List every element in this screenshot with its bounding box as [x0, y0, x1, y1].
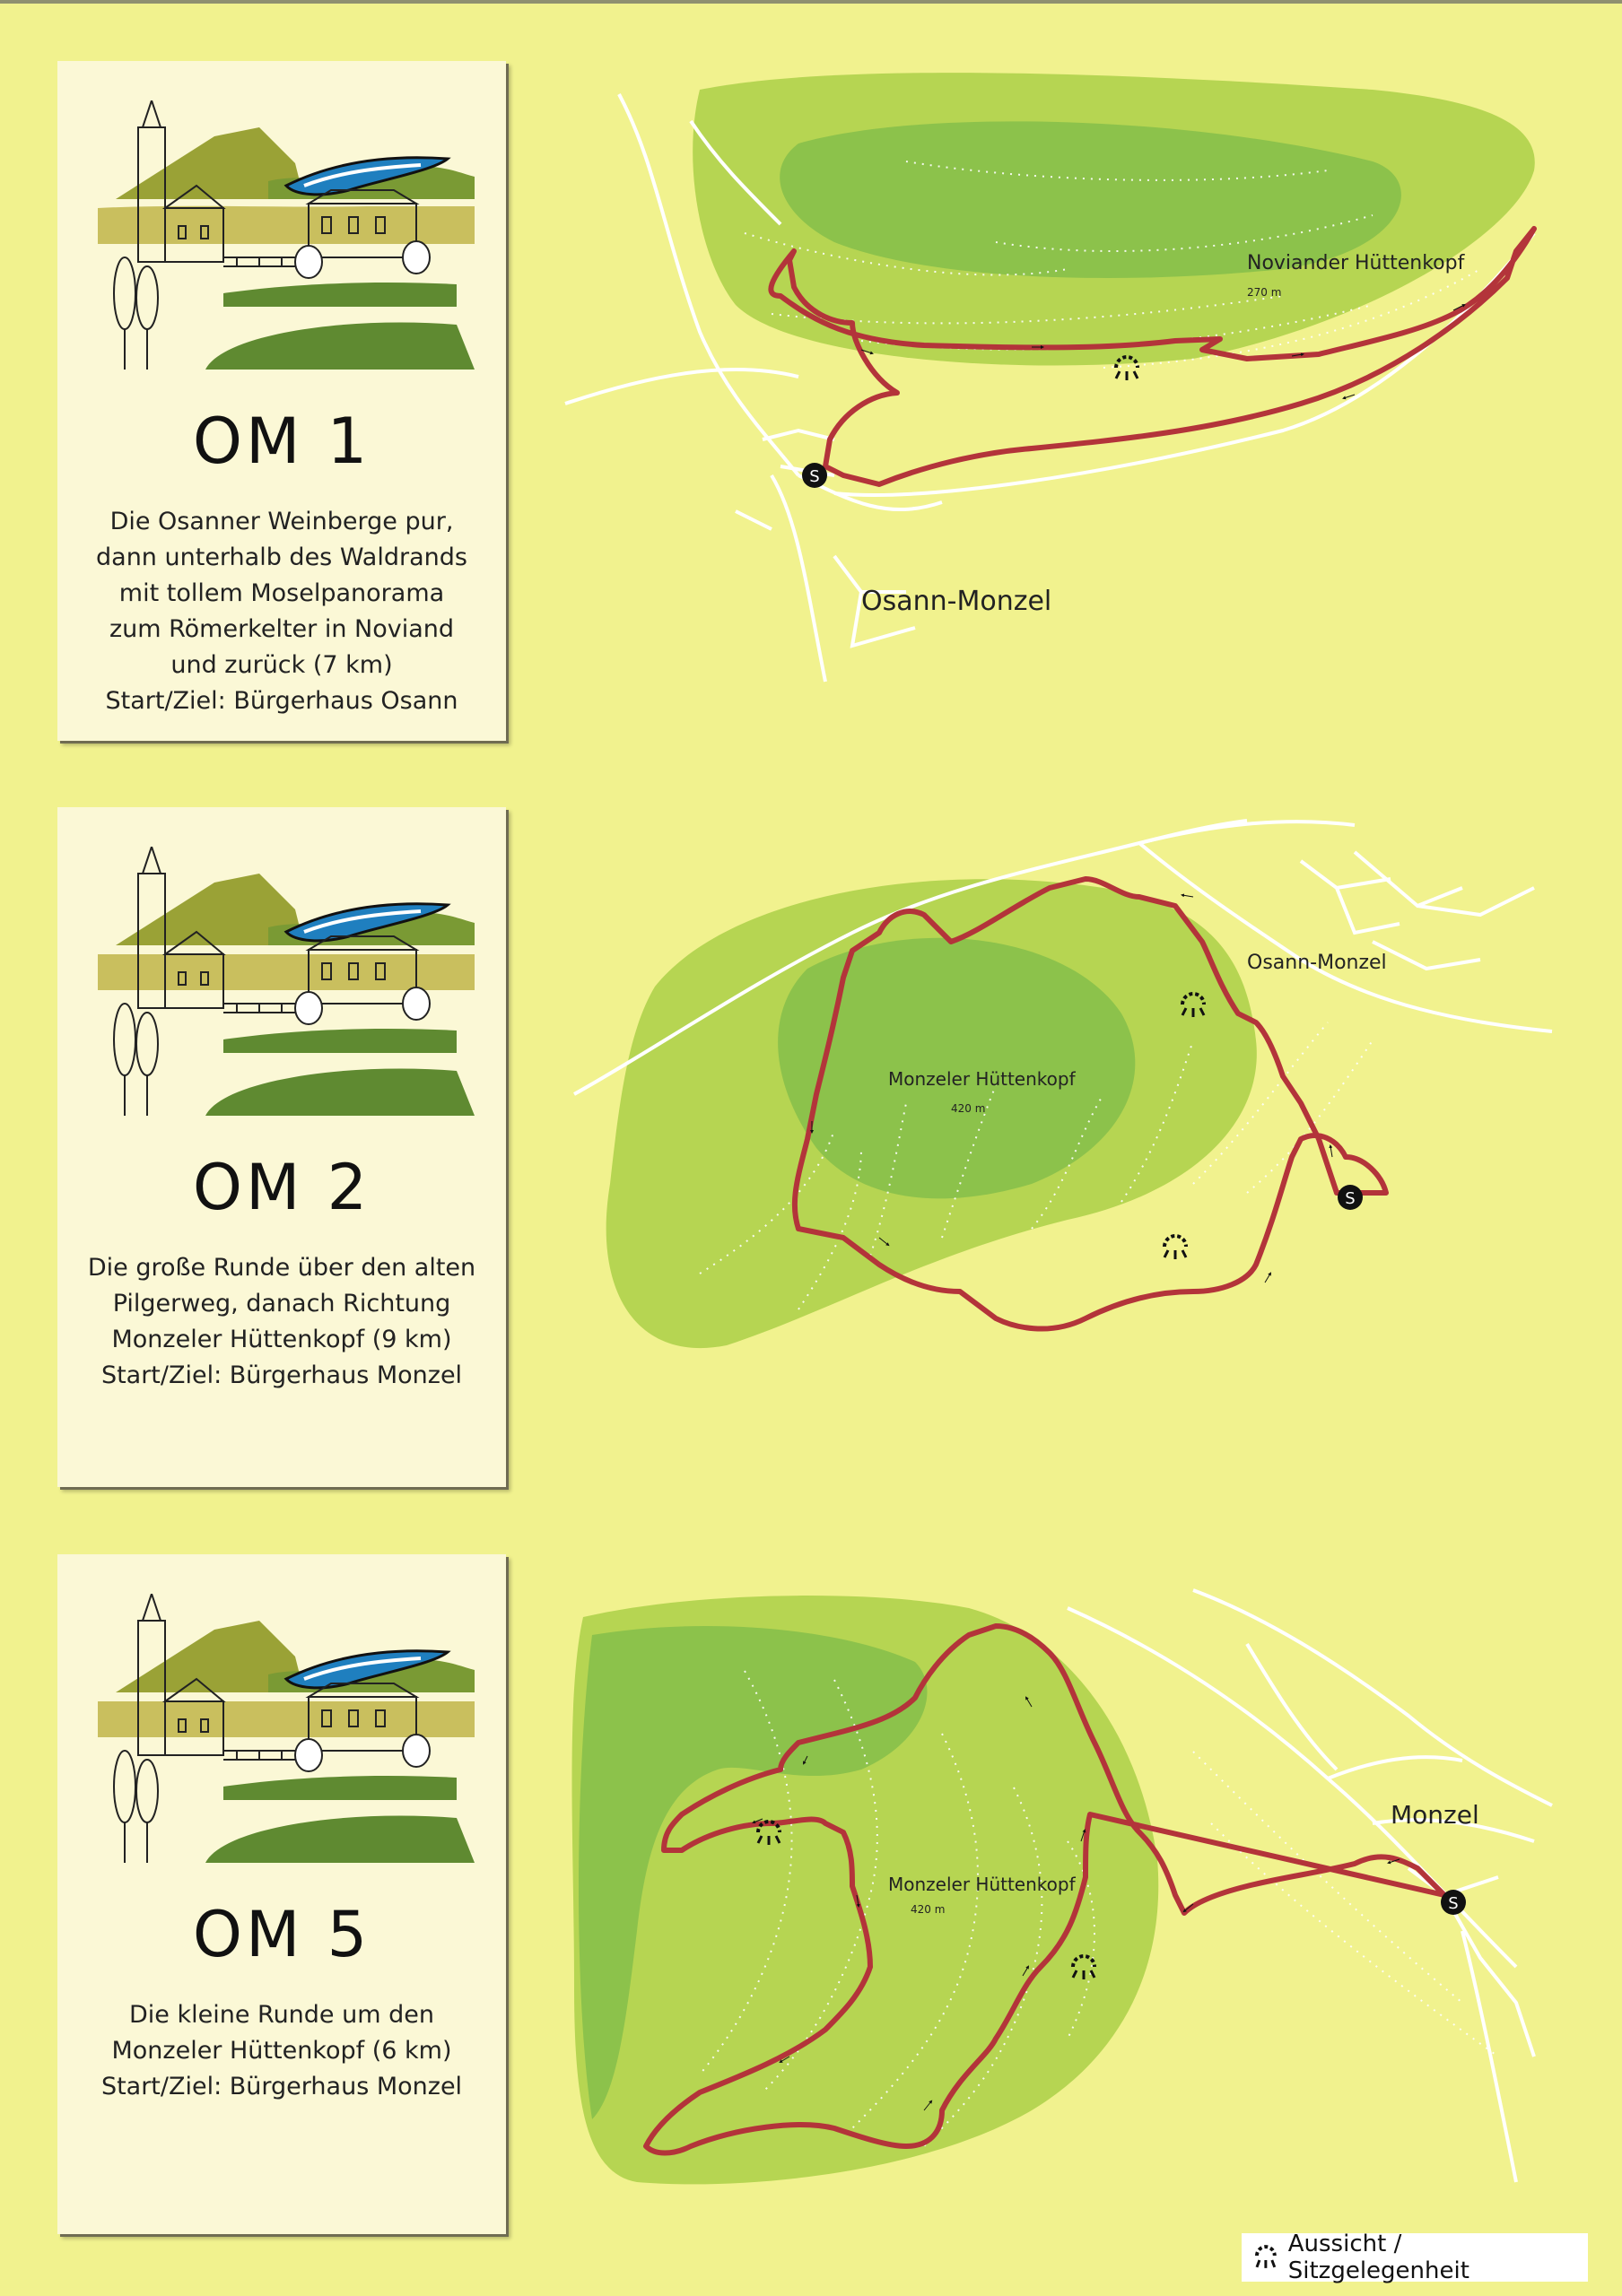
route-description: Die kleine Runde um den Monzeler Hüttenkopf (6 km) Start/Ziel: Bürgerhaus Monzel [100, 2001, 463, 2100]
village-landscape-logo [80, 100, 484, 378]
svg-text:S: S [1345, 1189, 1356, 1208]
viewpoint-bench-icon [1164, 1236, 1186, 1259]
route-map-om5 [565, 1554, 1570, 2254]
viewpoint-bench-icon [1252, 2244, 1279, 2271]
route-map-om2 [565, 807, 1570, 1507]
village-landscape-logo [80, 1594, 484, 1872]
start-marker [802, 463, 827, 488]
hill-name: Monzeler Hüttenkopf [888, 1874, 1076, 1895]
start-marker [1441, 1890, 1466, 1915]
page-top-border [0, 0, 1622, 4]
route-code: OM 5 [192, 1898, 371, 1971]
map-legend [1242, 2233, 1588, 2282]
route-card-om2 [57, 807, 506, 1487]
legend-label: Aussicht / Sitzgelegenheit [1287, 2231, 1469, 2284]
place-name: Monzel [1391, 1800, 1479, 1830]
village-landscape-logo [80, 847, 484, 1125]
route-card-om1 [57, 61, 506, 741]
svg-text:S: S [809, 467, 820, 486]
place-name: Osann-Monzel [1247, 952, 1387, 974]
place-name: Osann-Monzel [861, 586, 1052, 617]
route-code: OM 2 [192, 1151, 371, 1224]
route-map-om1 [565, 54, 1570, 753]
route-card-om5 [57, 1554, 506, 2234]
start-marker [1338, 1185, 1363, 1210]
hill-name: Noviander Hüttenkopf [1247, 252, 1465, 274]
route-description: Die Osanner Weinberge pur, dann unterhalb des Waldrands mit tollem Moselpanorama zum Römerkelter in Noviand und zurück (7 km) Start/Ziel: Bürgerhaus Osann [96, 508, 467, 715]
hill-elevation: 270 m [1247, 286, 1282, 299]
hill-elevation: 420 m [911, 1903, 946, 1916]
route-code: OM 1 [192, 404, 371, 478]
route-description: Die große Runde über den alten Pilgerweg, danach Richtung Monzeler Hüttenkopf (9 km) Start/Ziel: Bürgerhaus Monzel [87, 1254, 476, 1389]
hill-name: Monzeler Hüttenkopf [888, 1068, 1076, 1090]
svg-text:S: S [1448, 1894, 1459, 1913]
hill-elevation: 420 m [951, 1102, 986, 1115]
